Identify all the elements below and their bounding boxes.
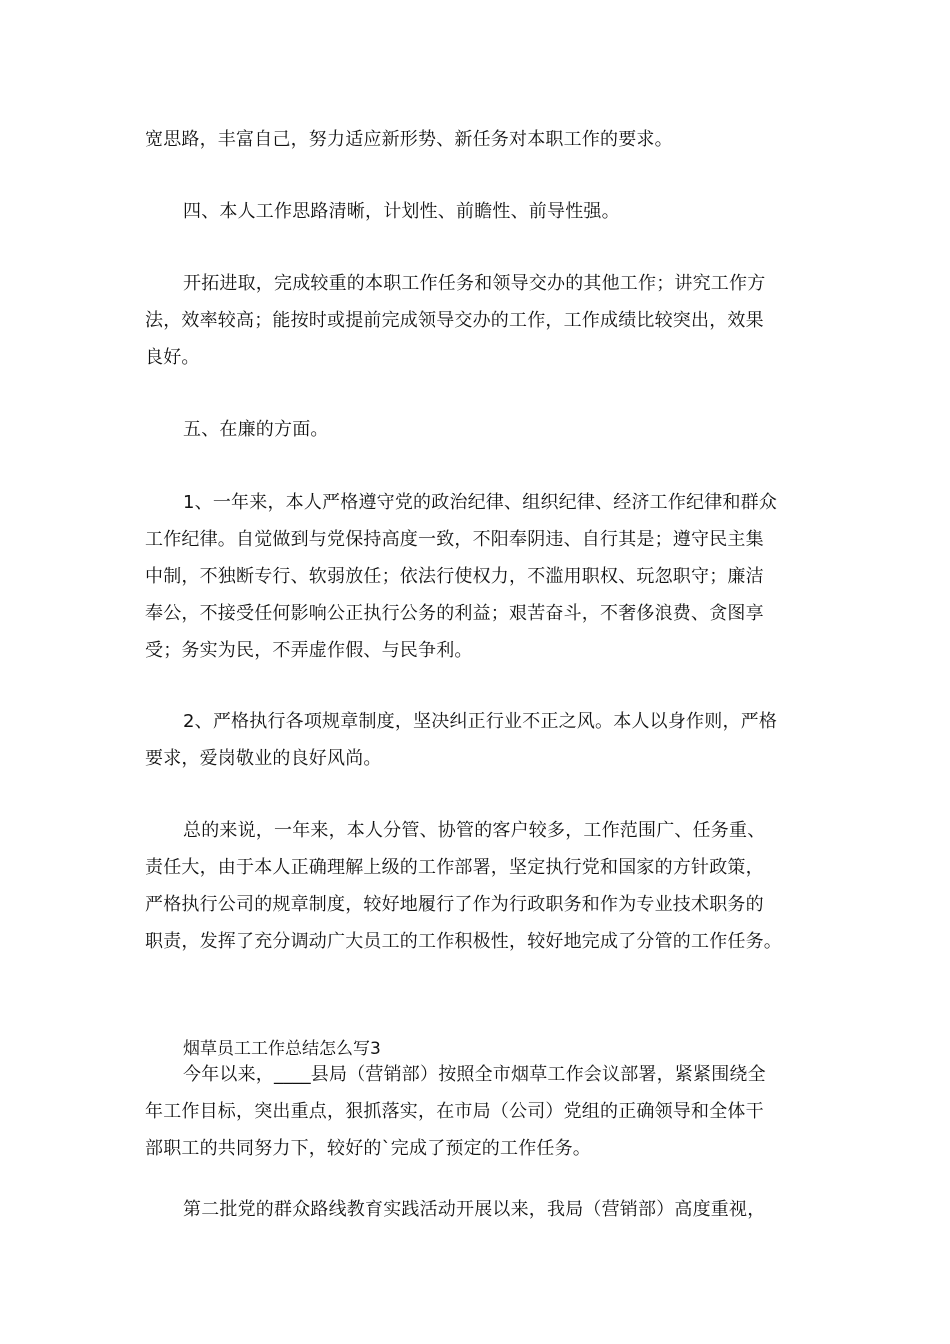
paragraph-line: 良好。 (145, 347, 200, 368)
paragraph-line: 严格执行公司的规章制度，较好地履行了作为行政职务和作为专业技术职务的 (145, 894, 764, 915)
paragraph-line: 2、严格执行各项规章制度，坚决纠正行业不正之风。本人以身作则，严格 (183, 711, 778, 732)
paragraph-line: 部职工的共同努力下，较好的`完成了预定的工作任务。 (145, 1138, 591, 1159)
section-title: 烟草员工工作总结怎么写3 (183, 1039, 381, 1059)
paragraph-p5 (145, 484, 807, 669)
paragraph-line: 五、在廉的方面。 (183, 419, 329, 440)
paragraph-line: 受；务实为民，不弄虚作假、与民争利。 (145, 640, 473, 661)
paragraph-line: 第二批党的群众路线教育实践活动开展以来，我局（营销部）高度重视， (183, 1199, 766, 1220)
paragraph-line: 奉公，不接受任何影响公正执行公务的利益；艰苦奋斗，不奢侈浪费、贪图享 (145, 603, 764, 624)
paragraph-line: 宽思路，丰富自己，努力适应新形势、新任务对本职工作的要求。 (145, 129, 673, 150)
paragraph-p3 (145, 265, 807, 376)
paragraph-line: 工作纪律。自觉做到与党保持高度一致，不阳奉阴违、自行其是；遵守民主集 (145, 529, 764, 550)
paragraph-line: 开拓进取，完成较重的本职工作任务和领导交办的其他工作；讲究工作方 (183, 273, 766, 294)
paragraph-p7 (145, 812, 807, 960)
paragraph-s3p1 (145, 1056, 807, 1167)
paragraph-line: 责任大，由于本人正确理解上级的工作部署，坚定执行党和国家的方针政策， (145, 857, 764, 878)
paragraph-line: 职责，发挥了充分调动广大员工的工作积极性，较好地完成了分管的工作任务。 (145, 931, 782, 952)
paragraph-s3p2 (145, 1191, 807, 1228)
paragraph-line: 法，效率较高；能按时或提前完成领导交办的工作，工作成绩比较突出，效果 (145, 310, 764, 331)
paragraph-line: 年工作目标，突出重点，狠抓落实，在市局（公司）党组的正确领导和全体干 (145, 1101, 764, 1122)
paragraph-p4 (145, 411, 807, 448)
paragraph-p1 (145, 121, 807, 158)
paragraph-line: 今年以来，____县局（营销部）按照全市烟草工作会议部署，紧紧围绕全 (183, 1064, 766, 1085)
paragraph-line: 1、一年来，本人严格遵守党的政治纪律、组织纪律、经济工作纪律和群众 (183, 492, 778, 513)
paragraph-line: 中制，不独断专行、软弱放任；依法行使权力，不滥用职权、玩忽职守；廉洁 (145, 566, 764, 587)
paragraph-line: 四、本人工作思路清晰，计划性、前瞻性、前导性强。 (183, 201, 620, 222)
paragraph-line: 总的来说，一年来，本人分管、协管的客户较多，工作范围广、任务重、 (183, 820, 766, 841)
paragraph-p6 (145, 703, 807, 777)
paragraph-p2 (145, 193, 807, 230)
paragraph-line: 要求，爱岗敬业的良好风尚。 (145, 748, 382, 769)
